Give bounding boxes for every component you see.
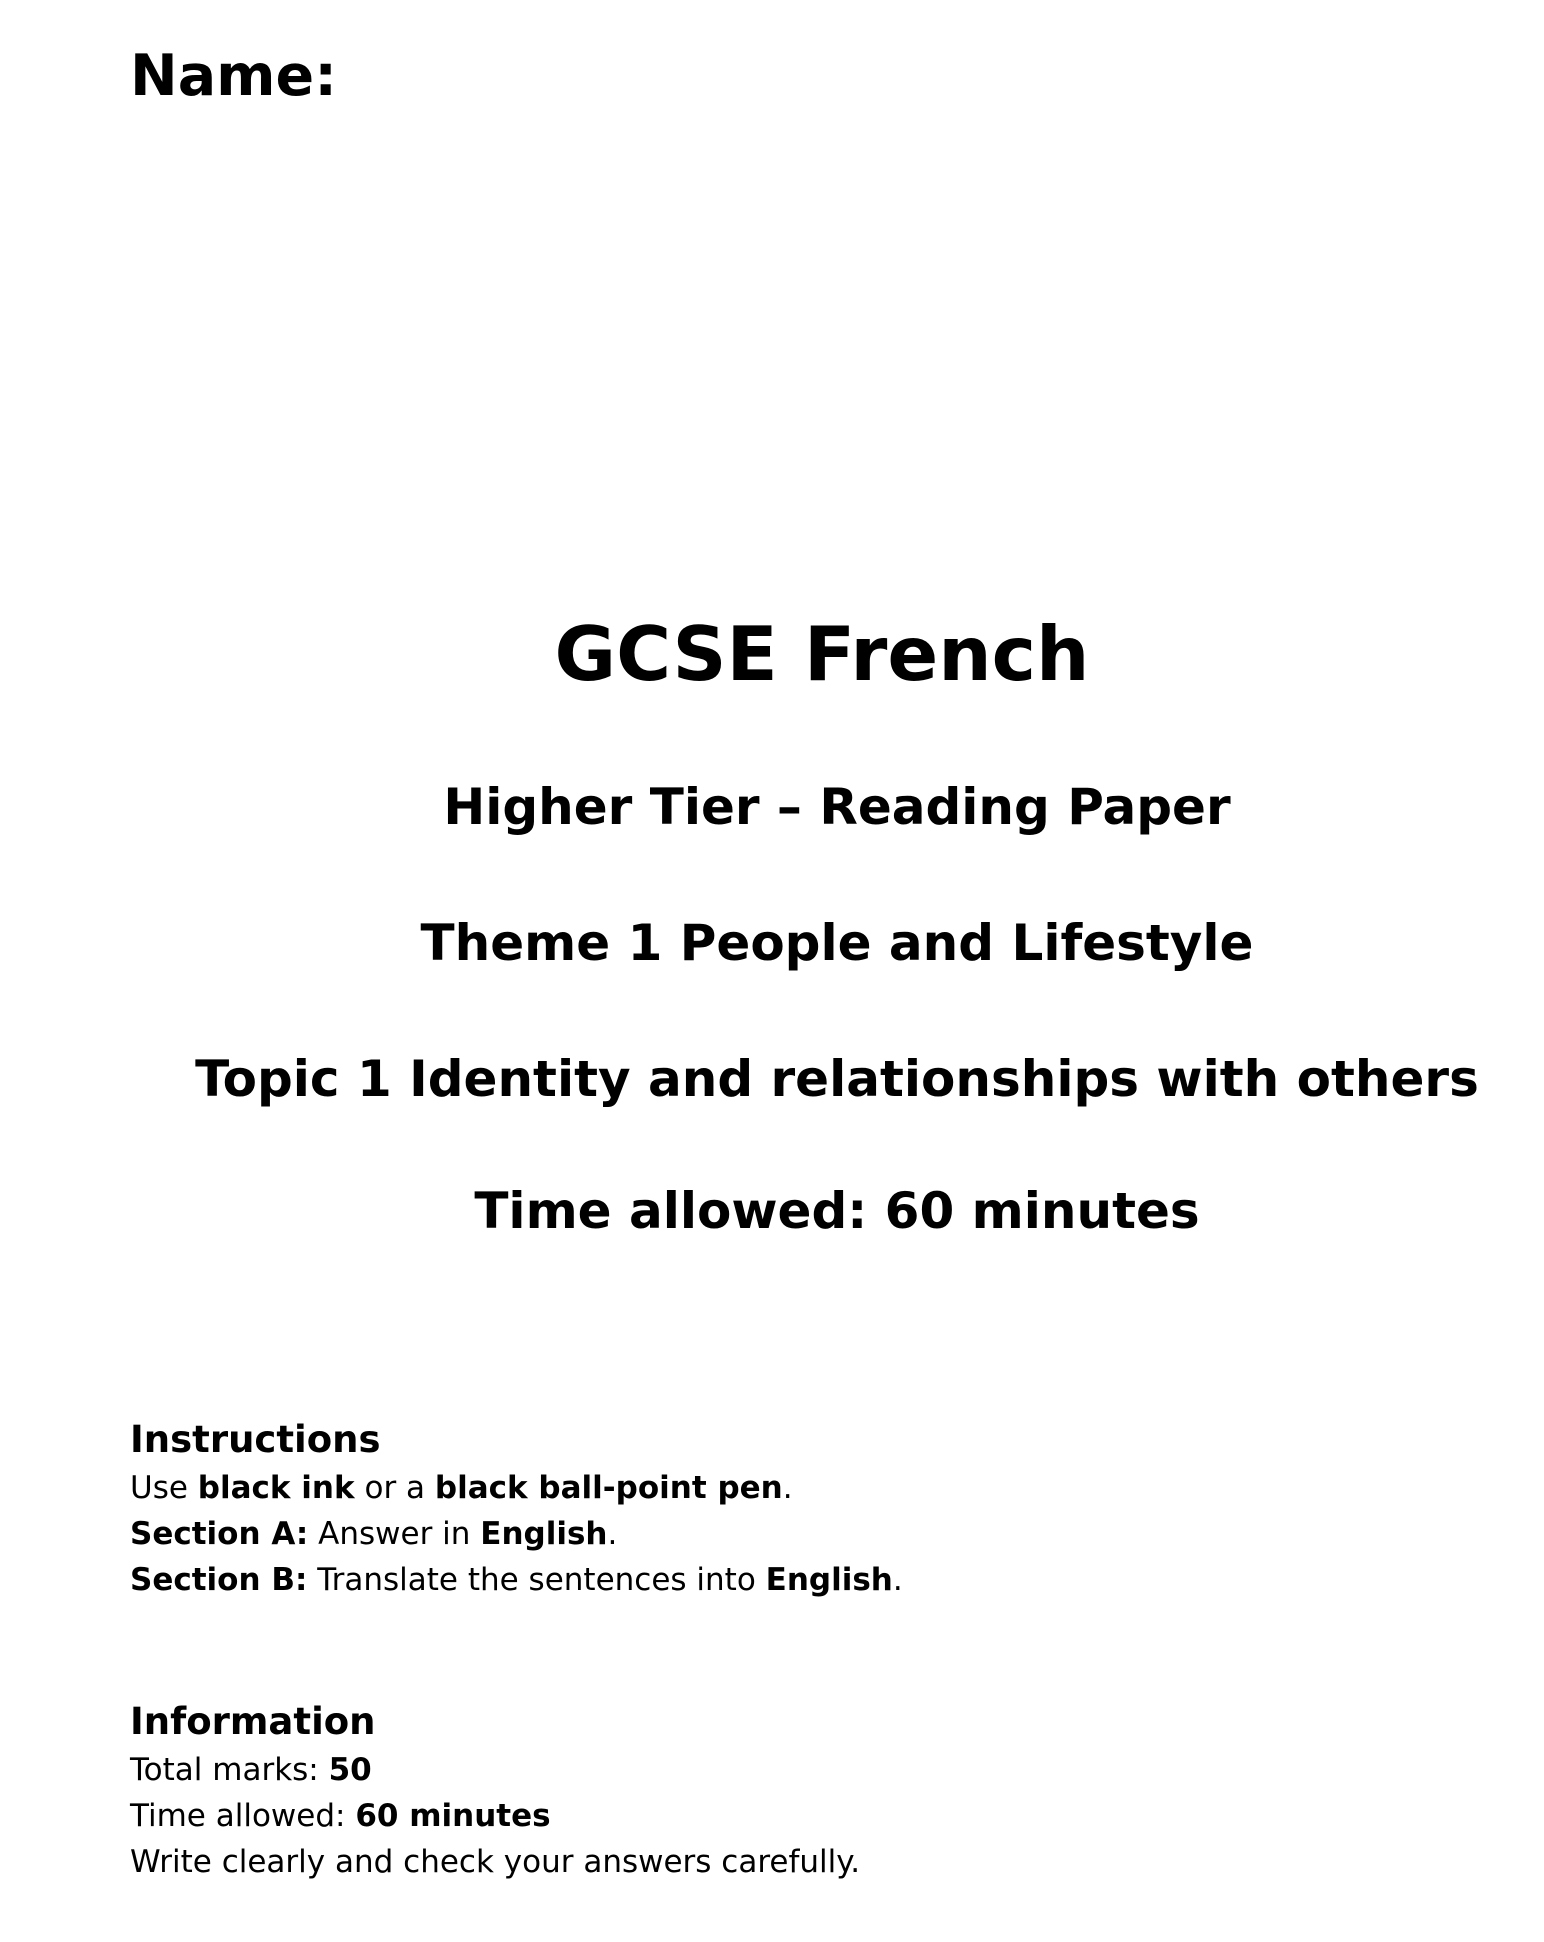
information-heading: Information bbox=[130, 1700, 376, 1743]
theme-heading: Theme 1 People and Lifestyle bbox=[420, 914, 1254, 972]
bold-text: black ink bbox=[197, 1470, 355, 1506]
bold-text: Section A: bbox=[130, 1516, 309, 1552]
text: Time allowed: bbox=[130, 1798, 356, 1834]
text: Use bbox=[130, 1470, 198, 1506]
text: . bbox=[782, 1470, 793, 1506]
instructions-heading: Instructions bbox=[130, 1418, 381, 1461]
time-heading: Time allowed: 60 minutes bbox=[474, 1182, 1200, 1240]
instructions-line-ink bbox=[130, 1465, 903, 1511]
bold-text: English bbox=[765, 1562, 893, 1598]
bold-text: 50 bbox=[328, 1752, 372, 1788]
bold-text: black ball-point pen bbox=[434, 1470, 783, 1506]
text: Write clearly and check your answers carefully. bbox=[130, 1844, 861, 1880]
text: Translate the sentences into bbox=[307, 1562, 766, 1598]
instructions-line-section-a bbox=[130, 1511, 903, 1557]
text: Total marks: bbox=[130, 1752, 329, 1788]
text: . bbox=[607, 1516, 618, 1552]
text: . bbox=[892, 1562, 903, 1598]
topic-heading: Topic 1 Identity and relationships with others bbox=[195, 1050, 1479, 1108]
name-label: Name: bbox=[130, 43, 338, 109]
tier-heading: Higher Tier – Reading Paper bbox=[443, 778, 1231, 836]
bold-text: Section B: bbox=[130, 1562, 308, 1598]
information-line-advice bbox=[130, 1839, 860, 1885]
information-line-marks bbox=[130, 1747, 860, 1793]
text: Answer in bbox=[308, 1516, 481, 1552]
instructions-section bbox=[130, 1415, 903, 1603]
instructions-line-section-b bbox=[130, 1557, 903, 1603]
information-line-time bbox=[130, 1793, 860, 1839]
paper-title: GCSE French bbox=[554, 610, 1090, 698]
bold-text: 60 minutes bbox=[355, 1798, 551, 1834]
bold-text: English bbox=[480, 1516, 608, 1552]
text: or a bbox=[354, 1470, 435, 1506]
information-section bbox=[130, 1697, 860, 1885]
